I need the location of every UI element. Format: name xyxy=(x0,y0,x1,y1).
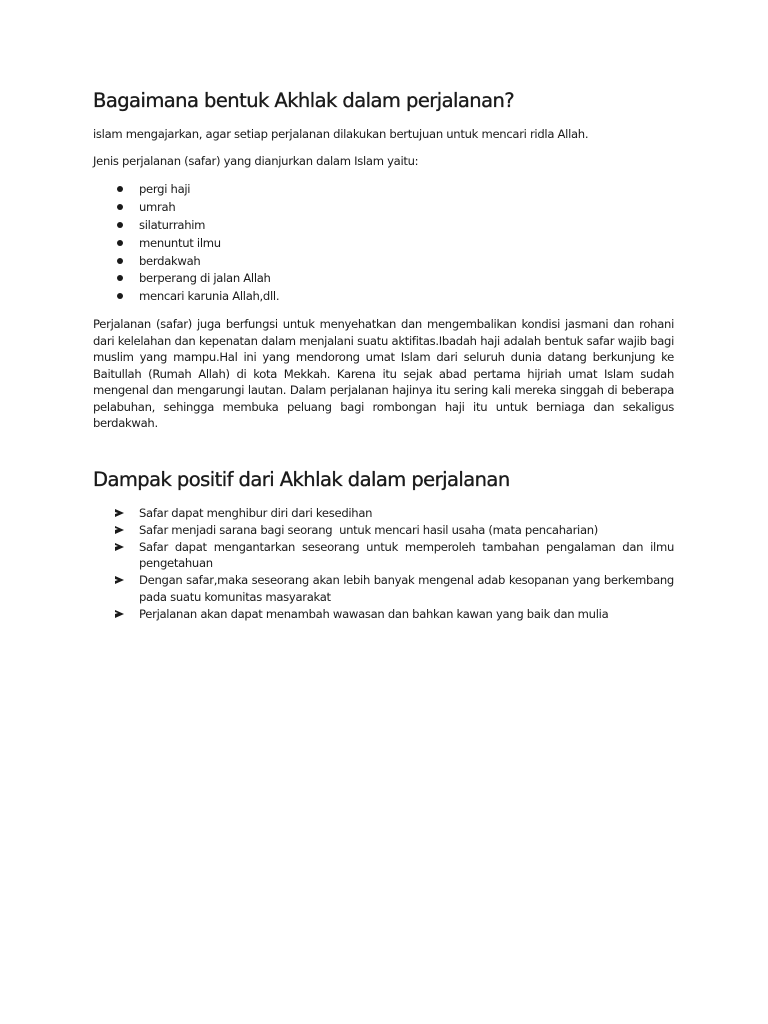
section2-heading: Dampak positif dari Akhlak dalam perjalanan xyxy=(93,468,510,491)
list-item: Safar menjadi sarana bagi seorang untuk mencari hasil usaha (mata pencaharian) xyxy=(93,522,674,539)
bullet-icon xyxy=(117,293,123,299)
bullet-icon xyxy=(117,222,123,228)
list-item: Safar dapat menghibur diri dari kesedihan xyxy=(93,505,674,522)
list-item: menuntut ilmu xyxy=(93,235,674,253)
list-item: berdakwah xyxy=(93,253,674,271)
list-item: Dengan safar,maka seseorang akan lebih banyak mengenal adab kesopanan yang berkembang pada suatu komunitas masyarakat xyxy=(93,572,674,606)
intro-paragraph: islam mengajarkan, agar setiap perjalanan dilakukan bertujuan untuk mencari ridla Allah. xyxy=(93,127,589,141)
arrow-bullet-icon xyxy=(115,509,124,517)
list-item: Perjalanan akan dapat menambah wawasan dan bahkan kawan yang baik dan mulia xyxy=(93,606,674,623)
list-intro-paragraph: Jenis perjalanan (safar) yang dianjurkan dalam Islam yaitu: xyxy=(93,154,419,168)
list-item: silaturrahim xyxy=(93,217,674,235)
positive-impact-list xyxy=(93,505,674,623)
list-item: Safar dapat mengantarkan seseorang untuk memperoleh tambahan pengalaman dan ilmu pengetahuan xyxy=(93,539,674,573)
safar-types-list xyxy=(93,181,674,306)
list-item: berperang di jalan Allah xyxy=(93,270,674,288)
bullet-icon xyxy=(117,204,123,210)
body-paragraph: Perjalanan (safar) juga berfungsi untuk menyehatkan dan mengembalikan kondisi jasmani dan rohani dari kelelahan dan kepenatan dalam menjalani suatu aktifitas.Ibadah haji adalah bentuk safar wajib bagi muslim yang mampu.Hal ini yang mendorong umat Islam dari seluruh dunia datang berkunjung ke Baitullah (Rumah Allah) di kota Mekkah. Karena itu sejak abad pertama hijriah umat Islam sudah mengenal dan mengarungi lautan. Dalam perjalanan hajinya itu sering kali mereka singgah di beberapa pelabuhan, sehingga membuka peluang bagi rombongan haji itu untuk berniaga dan sekaligus berdakwah. xyxy=(93,317,674,430)
list-item: umrah xyxy=(93,199,674,217)
arrow-bullet-icon xyxy=(115,543,124,551)
bullet-icon xyxy=(117,186,123,192)
arrow-bullet-icon xyxy=(115,576,124,584)
bullet-icon xyxy=(117,275,123,281)
list-item: mencari karunia Allah,dll. xyxy=(93,288,674,306)
arrow-bullet-icon xyxy=(115,610,124,618)
arrow-bullet-icon xyxy=(115,526,124,534)
bullet-icon xyxy=(117,258,123,264)
list-item: pergi haji xyxy=(93,181,674,199)
bullet-icon xyxy=(117,240,123,246)
section1-heading: Bagaimana bentuk Akhlak dalam perjalanan? xyxy=(93,89,515,112)
